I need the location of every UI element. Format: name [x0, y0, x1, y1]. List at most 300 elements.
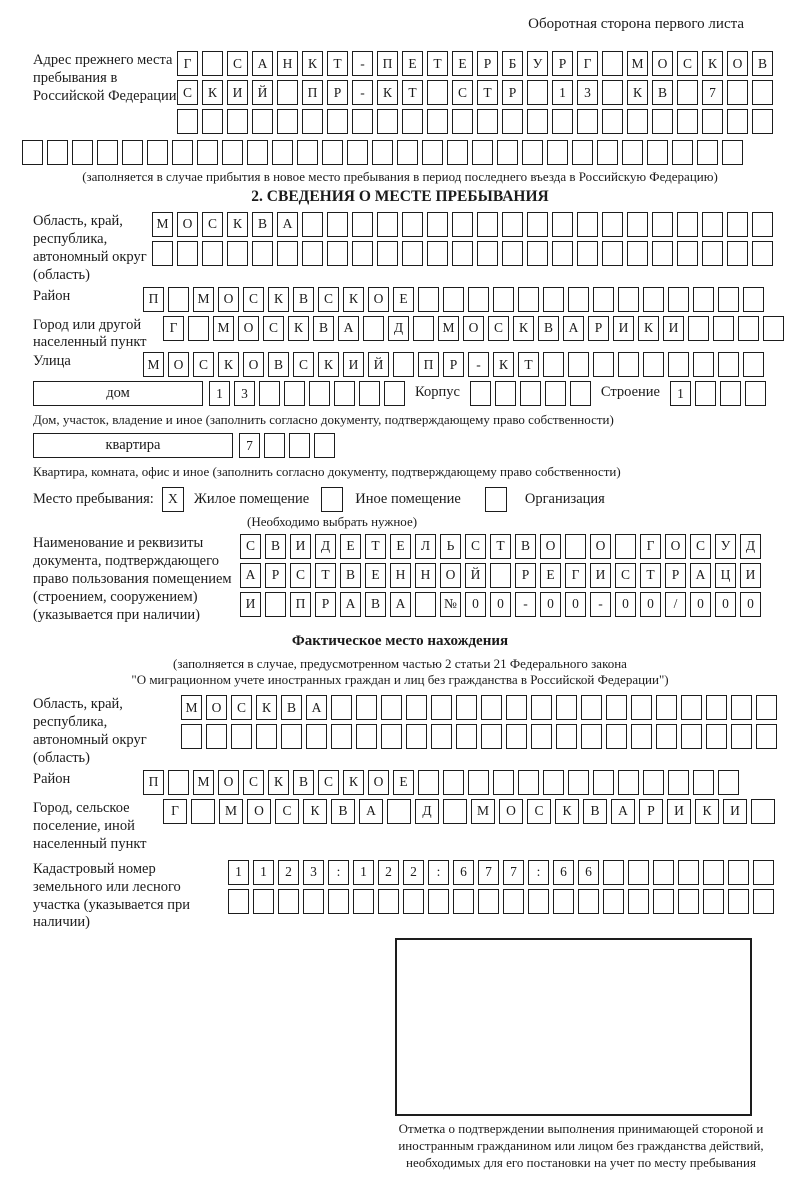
- char-cell[interactable]: [502, 109, 523, 134]
- char-cell[interactable]: 3: [303, 860, 324, 885]
- char-cell[interactable]: [602, 51, 623, 76]
- char-cell[interactable]: [393, 352, 414, 377]
- char-cell[interactable]: [756, 695, 777, 720]
- char-cell[interactable]: [568, 770, 589, 795]
- char-cell[interactable]: -: [590, 592, 611, 617]
- char-cell[interactable]: [677, 109, 698, 134]
- char-cell[interactable]: С: [193, 352, 214, 377]
- char-cell[interactable]: М: [193, 770, 214, 795]
- char-cell[interactable]: 0: [740, 592, 761, 617]
- char-cell[interactable]: [752, 212, 773, 237]
- char-cell[interactable]: 1: [353, 860, 374, 885]
- char-cell[interactable]: [503, 889, 524, 914]
- char-cell[interactable]: К: [343, 770, 364, 795]
- char-cell[interactable]: [97, 140, 118, 165]
- char-cell[interactable]: [387, 799, 411, 824]
- char-cell[interactable]: Р: [552, 51, 573, 76]
- char-cell[interactable]: [727, 80, 748, 105]
- char-cell[interactable]: Т: [490, 534, 511, 559]
- char-cell[interactable]: [531, 724, 552, 749]
- char-cell[interactable]: [452, 241, 473, 266]
- char-cell[interactable]: В: [265, 534, 286, 559]
- char-cell[interactable]: [656, 724, 677, 749]
- char-cell[interactable]: В: [331, 799, 355, 824]
- char-cell[interactable]: [277, 80, 298, 105]
- char-cell[interactable]: [314, 433, 335, 458]
- char-cell[interactable]: К: [343, 287, 364, 312]
- char-cell[interactable]: [377, 109, 398, 134]
- char-cell[interactable]: М: [438, 316, 459, 341]
- char-cell[interactable]: [403, 889, 424, 914]
- char-cell[interactable]: [202, 241, 223, 266]
- char-cell[interactable]: [677, 212, 698, 237]
- char-cell[interactable]: В: [252, 212, 273, 237]
- char-cell[interactable]: [577, 241, 598, 266]
- char-cell[interactable]: Р: [665, 563, 686, 588]
- char-cell[interactable]: К: [268, 770, 289, 795]
- char-cell[interactable]: [252, 109, 273, 134]
- char-cell[interactable]: [606, 695, 627, 720]
- char-cell[interactable]: [743, 352, 764, 377]
- char-cell[interactable]: [152, 241, 173, 266]
- char-cell[interactable]: [427, 109, 448, 134]
- char-cell[interactable]: [413, 316, 434, 341]
- char-cell[interactable]: [528, 889, 549, 914]
- char-cell[interactable]: [470, 381, 491, 406]
- char-cell[interactable]: [681, 695, 702, 720]
- char-cell[interactable]: С: [243, 287, 264, 312]
- char-cell[interactable]: В: [583, 799, 607, 824]
- char-cell[interactable]: [347, 140, 368, 165]
- char-cell[interactable]: [188, 316, 209, 341]
- char-cell[interactable]: [377, 212, 398, 237]
- char-cell[interactable]: [618, 287, 639, 312]
- char-cell[interactable]: [627, 212, 648, 237]
- char-cell[interactable]: А: [252, 51, 273, 76]
- char-cell[interactable]: [431, 724, 452, 749]
- char-cell[interactable]: С: [293, 352, 314, 377]
- char-cell[interactable]: Г: [163, 316, 184, 341]
- char-cell[interactable]: Д: [740, 534, 761, 559]
- char-cell[interactable]: О: [499, 799, 523, 824]
- char-cell[interactable]: 1: [253, 860, 274, 885]
- char-cell[interactable]: [247, 140, 268, 165]
- char-cell[interactable]: [452, 212, 473, 237]
- char-cell[interactable]: О: [540, 534, 561, 559]
- char-cell[interactable]: Б: [502, 51, 523, 76]
- char-cell[interactable]: О: [218, 287, 239, 312]
- char-cell[interactable]: Н: [277, 51, 298, 76]
- char-cell[interactable]: Р: [502, 80, 523, 105]
- char-cell[interactable]: [168, 770, 189, 795]
- char-cell[interactable]: Ц: [715, 563, 736, 588]
- char-cell[interactable]: В: [340, 563, 361, 588]
- char-cell[interactable]: [497, 140, 518, 165]
- char-cell[interactable]: [643, 287, 664, 312]
- char-cell[interactable]: [727, 212, 748, 237]
- char-cell[interactable]: [443, 799, 467, 824]
- char-cell[interactable]: У: [715, 534, 736, 559]
- char-cell[interactable]: [427, 80, 448, 105]
- char-cell[interactable]: А: [611, 799, 635, 824]
- char-cell[interactable]: К: [627, 80, 648, 105]
- residence-checkbox-zhiloe[interactable]: X: [162, 487, 184, 512]
- char-cell[interactable]: [406, 724, 427, 749]
- char-cell[interactable]: [228, 889, 249, 914]
- char-cell[interactable]: [593, 352, 614, 377]
- char-cell[interactable]: Д: [315, 534, 336, 559]
- char-cell[interactable]: Т: [402, 80, 423, 105]
- char-cell[interactable]: П: [418, 352, 439, 377]
- char-cell[interactable]: [172, 140, 193, 165]
- char-cell[interactable]: [202, 109, 223, 134]
- char-cell[interactable]: [197, 140, 218, 165]
- char-cell[interactable]: [653, 860, 674, 885]
- char-cell[interactable]: [493, 770, 514, 795]
- char-cell[interactable]: О: [652, 51, 673, 76]
- char-cell[interactable]: [477, 241, 498, 266]
- char-cell[interactable]: И: [723, 799, 747, 824]
- char-cell[interactable]: Н: [415, 563, 436, 588]
- char-cell[interactable]: [753, 860, 774, 885]
- char-cell[interactable]: [327, 241, 348, 266]
- char-cell[interactable]: [481, 695, 502, 720]
- char-cell[interactable]: Г: [565, 563, 586, 588]
- char-cell[interactable]: [677, 80, 698, 105]
- char-cell[interactable]: [627, 109, 648, 134]
- char-cell[interactable]: Е: [452, 51, 473, 76]
- char-cell[interactable]: [202, 51, 223, 76]
- char-cell[interactable]: [277, 109, 298, 134]
- char-cell[interactable]: 0: [715, 592, 736, 617]
- char-cell[interactable]: [334, 381, 355, 406]
- char-cell[interactable]: [206, 724, 227, 749]
- char-cell[interactable]: [363, 316, 384, 341]
- char-cell[interactable]: [490, 563, 511, 588]
- char-cell[interactable]: С: [263, 316, 284, 341]
- char-cell[interactable]: [527, 212, 548, 237]
- char-cell[interactable]: Л: [415, 534, 436, 559]
- char-cell[interactable]: О: [168, 352, 189, 377]
- char-cell[interactable]: 0: [690, 592, 711, 617]
- char-cell[interactable]: -: [352, 51, 373, 76]
- char-cell[interactable]: [353, 889, 374, 914]
- char-cell[interactable]: Е: [540, 563, 561, 588]
- char-cell[interactable]: [728, 860, 749, 885]
- char-cell[interactable]: [745, 381, 766, 406]
- char-cell[interactable]: К: [256, 695, 277, 720]
- char-cell[interactable]: П: [290, 592, 311, 617]
- char-cell[interactable]: [543, 287, 564, 312]
- char-cell[interactable]: [265, 592, 286, 617]
- char-cell[interactable]: [618, 352, 639, 377]
- char-cell[interactable]: [481, 724, 502, 749]
- char-cell[interactable]: Р: [315, 592, 336, 617]
- char-cell[interactable]: В: [281, 695, 302, 720]
- char-cell[interactable]: [22, 140, 43, 165]
- char-cell[interactable]: [302, 109, 323, 134]
- char-cell[interactable]: Й: [465, 563, 486, 588]
- char-cell[interactable]: [377, 241, 398, 266]
- char-cell[interactable]: И: [240, 592, 261, 617]
- char-cell[interactable]: [281, 724, 302, 749]
- char-cell[interactable]: [677, 241, 698, 266]
- char-cell[interactable]: [603, 860, 624, 885]
- char-cell[interactable]: У: [527, 51, 548, 76]
- char-cell[interactable]: М: [213, 316, 234, 341]
- char-cell[interactable]: [543, 770, 564, 795]
- char-cell[interactable]: [603, 889, 624, 914]
- char-cell[interactable]: Т: [518, 352, 539, 377]
- char-cell[interactable]: [718, 352, 739, 377]
- char-cell[interactable]: К: [288, 316, 309, 341]
- char-cell[interactable]: П: [302, 80, 323, 105]
- char-cell[interactable]: [443, 770, 464, 795]
- char-cell[interactable]: [547, 140, 568, 165]
- char-cell[interactable]: [752, 109, 773, 134]
- char-cell[interactable]: [568, 352, 589, 377]
- char-cell[interactable]: К: [202, 80, 223, 105]
- char-cell[interactable]: В: [313, 316, 334, 341]
- char-cell[interactable]: [181, 724, 202, 749]
- char-cell[interactable]: [652, 241, 673, 266]
- char-cell[interactable]: С: [488, 316, 509, 341]
- char-cell[interactable]: 7: [503, 860, 524, 885]
- char-cell[interactable]: [706, 695, 727, 720]
- char-cell[interactable]: С: [231, 695, 252, 720]
- char-cell[interactable]: [402, 241, 423, 266]
- char-cell[interactable]: [581, 695, 602, 720]
- char-cell[interactable]: [256, 724, 277, 749]
- char-cell[interactable]: [322, 140, 343, 165]
- char-cell[interactable]: [168, 287, 189, 312]
- char-cell[interactable]: [756, 724, 777, 749]
- char-cell[interactable]: П: [143, 770, 164, 795]
- char-cell[interactable]: [402, 109, 423, 134]
- char-cell[interactable]: [697, 140, 718, 165]
- char-cell[interactable]: И: [227, 80, 248, 105]
- char-cell[interactable]: К: [513, 316, 534, 341]
- char-cell[interactable]: [713, 316, 734, 341]
- char-cell[interactable]: [722, 140, 743, 165]
- char-cell[interactable]: 1: [228, 860, 249, 885]
- char-cell[interactable]: [418, 287, 439, 312]
- char-cell[interactable]: 7: [702, 80, 723, 105]
- char-cell[interactable]: В: [293, 287, 314, 312]
- char-cell[interactable]: [406, 695, 427, 720]
- char-cell[interactable]: Г: [177, 51, 198, 76]
- char-cell[interactable]: [522, 140, 543, 165]
- char-cell[interactable]: [381, 724, 402, 749]
- char-cell[interactable]: [253, 889, 274, 914]
- char-cell[interactable]: [643, 352, 664, 377]
- char-cell[interactable]: [495, 381, 516, 406]
- char-cell[interactable]: 6: [453, 860, 474, 885]
- char-cell[interactable]: 2: [378, 860, 399, 885]
- char-cell[interactable]: 6: [578, 860, 599, 885]
- char-cell[interactable]: К: [638, 316, 659, 341]
- char-cell[interactable]: [668, 352, 689, 377]
- char-cell[interactable]: Й: [252, 80, 273, 105]
- char-cell[interactable]: К: [493, 352, 514, 377]
- char-cell[interactable]: [422, 140, 443, 165]
- char-cell[interactable]: [443, 287, 464, 312]
- char-cell[interactable]: К: [555, 799, 579, 824]
- char-cell[interactable]: [331, 724, 352, 749]
- char-cell[interactable]: [447, 140, 468, 165]
- char-cell[interactable]: [415, 592, 436, 617]
- char-cell[interactable]: [478, 889, 499, 914]
- char-cell[interactable]: О: [463, 316, 484, 341]
- char-cell[interactable]: И: [740, 563, 761, 588]
- char-cell[interactable]: С: [615, 563, 636, 588]
- char-cell[interactable]: 3: [577, 80, 598, 105]
- char-cell[interactable]: [552, 109, 573, 134]
- char-cell[interactable]: К: [318, 352, 339, 377]
- dom-box[interactable]: дом: [33, 381, 203, 406]
- char-cell[interactable]: К: [227, 212, 248, 237]
- residence-checkbox-inoe[interactable]: [321, 487, 343, 512]
- char-cell[interactable]: Т: [477, 80, 498, 105]
- char-cell[interactable]: Е: [393, 287, 414, 312]
- char-cell[interactable]: 7: [478, 860, 499, 885]
- char-cell[interactable]: М: [143, 352, 164, 377]
- char-cell[interactable]: К: [302, 51, 323, 76]
- char-cell[interactable]: 1: [209, 381, 230, 406]
- char-cell[interactable]: [763, 316, 784, 341]
- char-cell[interactable]: И: [343, 352, 364, 377]
- char-cell[interactable]: 0: [540, 592, 561, 617]
- char-cell[interactable]: С: [677, 51, 698, 76]
- char-cell[interactable]: [738, 316, 759, 341]
- char-cell[interactable]: А: [390, 592, 411, 617]
- char-cell[interactable]: Д: [415, 799, 439, 824]
- char-cell[interactable]: [615, 534, 636, 559]
- char-cell[interactable]: М: [152, 212, 173, 237]
- char-cell[interactable]: [702, 212, 723, 237]
- char-cell[interactable]: [618, 770, 639, 795]
- char-cell[interactable]: [506, 724, 527, 749]
- char-cell[interactable]: 2: [403, 860, 424, 885]
- char-cell[interactable]: А: [340, 592, 361, 617]
- char-cell[interactable]: [231, 724, 252, 749]
- char-cell[interactable]: К: [218, 352, 239, 377]
- char-cell[interactable]: -: [352, 80, 373, 105]
- char-cell[interactable]: В: [652, 80, 673, 105]
- char-cell[interactable]: [672, 140, 693, 165]
- char-cell[interactable]: [543, 352, 564, 377]
- char-cell[interactable]: [297, 140, 318, 165]
- char-cell[interactable]: С: [452, 80, 473, 105]
- char-cell[interactable]: С: [318, 287, 339, 312]
- char-cell[interactable]: К: [377, 80, 398, 105]
- char-cell[interactable]: О: [440, 563, 461, 588]
- char-cell[interactable]: [527, 109, 548, 134]
- char-cell[interactable]: [278, 889, 299, 914]
- char-cell[interactable]: М: [219, 799, 243, 824]
- char-cell[interactable]: [418, 770, 439, 795]
- char-cell[interactable]: [327, 212, 348, 237]
- char-cell[interactable]: [302, 212, 323, 237]
- char-cell[interactable]: [693, 352, 714, 377]
- char-cell[interactable]: К: [303, 799, 327, 824]
- char-cell[interactable]: [518, 770, 539, 795]
- char-cell[interactable]: О: [665, 534, 686, 559]
- char-cell[interactable]: [472, 140, 493, 165]
- char-cell[interactable]: [602, 212, 623, 237]
- char-cell[interactable]: [456, 695, 477, 720]
- char-cell[interactable]: О: [238, 316, 259, 341]
- char-cell[interactable]: [493, 287, 514, 312]
- char-cell[interactable]: Г: [163, 799, 187, 824]
- char-cell[interactable]: [556, 695, 577, 720]
- char-cell[interactable]: М: [193, 287, 214, 312]
- char-cell[interactable]: Й: [368, 352, 389, 377]
- char-cell[interactable]: Г: [577, 51, 598, 76]
- char-cell[interactable]: [47, 140, 68, 165]
- char-cell[interactable]: [122, 140, 143, 165]
- char-cell[interactable]: Т: [365, 534, 386, 559]
- char-cell[interactable]: [518, 287, 539, 312]
- char-cell[interactable]: 6: [553, 860, 574, 885]
- char-cell[interactable]: [731, 724, 752, 749]
- char-cell[interactable]: С: [290, 563, 311, 588]
- char-cell[interactable]: [264, 433, 285, 458]
- char-cell[interactable]: А: [338, 316, 359, 341]
- char-cell[interactable]: [727, 109, 748, 134]
- char-cell[interactable]: [259, 381, 280, 406]
- char-cell[interactable]: [427, 241, 448, 266]
- char-cell[interactable]: К: [695, 799, 719, 824]
- char-cell[interactable]: [565, 534, 586, 559]
- char-cell[interactable]: [622, 140, 643, 165]
- char-cell[interactable]: [302, 241, 323, 266]
- char-cell[interactable]: Т: [315, 563, 336, 588]
- char-cell[interactable]: К: [268, 287, 289, 312]
- char-cell[interactable]: [527, 80, 548, 105]
- char-cell[interactable]: А: [306, 695, 327, 720]
- char-cell[interactable]: Е: [365, 563, 386, 588]
- char-cell[interactable]: [506, 695, 527, 720]
- char-cell[interactable]: [578, 889, 599, 914]
- char-cell[interactable]: И: [590, 563, 611, 588]
- char-cell[interactable]: [727, 241, 748, 266]
- char-cell[interactable]: Р: [327, 80, 348, 105]
- char-cell[interactable]: [593, 770, 614, 795]
- char-cell[interactable]: О: [218, 770, 239, 795]
- char-cell[interactable]: [581, 724, 602, 749]
- char-cell[interactable]: [431, 695, 452, 720]
- char-cell[interactable]: [653, 889, 674, 914]
- char-cell[interactable]: Н: [390, 563, 411, 588]
- char-cell[interactable]: [502, 241, 523, 266]
- char-cell[interactable]: Т: [427, 51, 448, 76]
- char-cell[interactable]: 0: [615, 592, 636, 617]
- char-cell[interactable]: О: [243, 352, 264, 377]
- char-cell[interactable]: [552, 212, 573, 237]
- char-cell[interactable]: [327, 109, 348, 134]
- char-cell[interactable]: [452, 109, 473, 134]
- char-cell[interactable]: [356, 695, 377, 720]
- char-cell[interactable]: [718, 770, 739, 795]
- char-cell[interactable]: В: [268, 352, 289, 377]
- char-cell[interactable]: Е: [393, 770, 414, 795]
- char-cell[interactable]: Е: [402, 51, 423, 76]
- char-cell[interactable]: О: [206, 695, 227, 720]
- char-cell[interactable]: [553, 889, 574, 914]
- char-cell[interactable]: [568, 287, 589, 312]
- char-cell[interactable]: [428, 889, 449, 914]
